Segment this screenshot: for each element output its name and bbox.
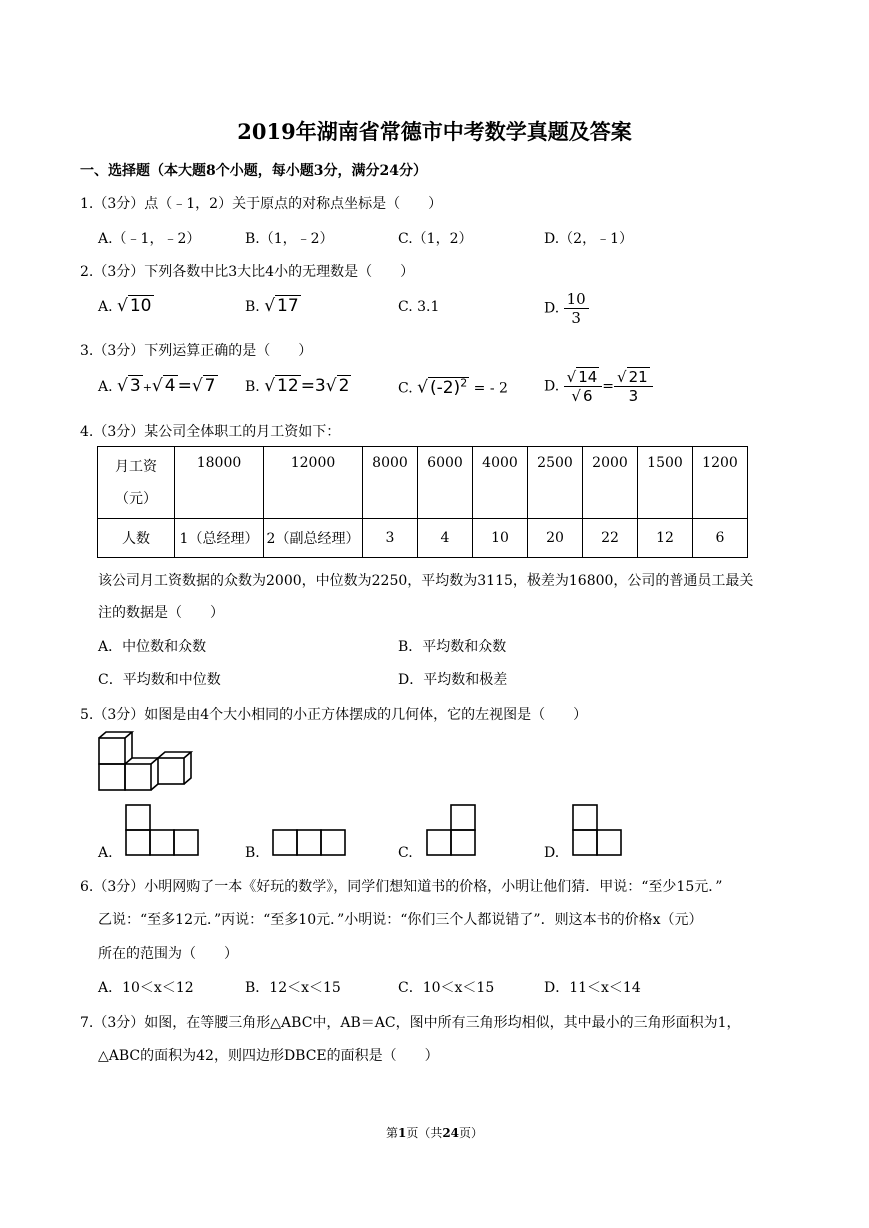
question-6-line3: 所在的范围为（ ） — [98, 946, 238, 962]
count-cell: 12 — [638, 519, 693, 558]
q5-option-c-view[interactable] — [425, 803, 479, 857]
count-cell: 20 — [528, 519, 583, 558]
option-label: D. — [544, 378, 560, 395]
option-label: D. — [544, 300, 560, 317]
q5-option-b-label[interactable]: B. — [245, 845, 260, 861]
question-3-stem: 3.（3分）下列运算正确的是（ ） — [80, 343, 313, 359]
q1-option-c[interactable]: C.（1，2） — [398, 231, 473, 247]
wage-table — [97, 446, 748, 558]
q4-text-line1: 该公司月工资数据的众数为2000，中位数为2250，平均数为3115，极差为16800，公司的普通员工最关 — [98, 573, 754, 589]
page-number: 1 — [397, 1126, 407, 1140]
wage-cell: 2000 — [583, 447, 638, 519]
page-title: 2019年湖南省常德市中考数学真题及答案 — [237, 119, 632, 144]
q6-option-a[interactable]: A．10＜x＜12 — [98, 980, 194, 996]
count-cell: 22 — [583, 519, 638, 558]
wage-cell: 4000 — [473, 447, 528, 519]
count-label-cell: 人数 — [98, 519, 175, 558]
q4-text-line2: 注的数据是（ ） — [98, 605, 224, 621]
count-cell: 3 — [363, 519, 418, 558]
q5-option-d-view[interactable] — [571, 803, 625, 857]
wage-cell: 2500 — [528, 447, 583, 519]
count-cell: 4 — [418, 519, 473, 558]
wage-cell: 6000 — [418, 447, 473, 519]
q5-option-a-label[interactable]: A. — [98, 845, 113, 861]
q5-option-c-label[interactable]: C. — [398, 845, 413, 861]
q4-option-b[interactable]: B．平均数和众数 — [398, 639, 507, 655]
count-cell: 2（副总经理） — [264, 519, 363, 558]
cube-figure — [96, 730, 196, 794]
q2-option-c[interactable] — [398, 299, 439, 315]
page-total: 24 — [442, 1126, 460, 1140]
question-4-stem: 4.（3分）某公司全体职工的月工资如下： — [80, 424, 341, 440]
q2-option-d[interactable] — [544, 290, 589, 327]
q4-option-a[interactable]: A．中位数和众数 — [98, 639, 207, 655]
q3-option-c[interactable] — [398, 376, 508, 398]
wage-cell: 8000 — [363, 447, 418, 519]
q4-option-d[interactable]: D．平均数和极差 — [398, 672, 508, 688]
question-7-line1: 7.（3分）如图，在等腰三角形△ABC中，AB＝AC，图中所有三角形均相似，其中最小的三角形面积为1， — [80, 1015, 741, 1031]
option-label: A. — [98, 299, 113, 315]
question-6-line1: 6.（3分）小明网购了一本《好玩的数学》，同学们想知道书的价格，小明让他们猜．甲说：“至少15元．” — [80, 879, 723, 895]
sqrt-10: √ 10 — [117, 296, 152, 316]
option-label: C. — [398, 380, 413, 397]
question-6-line2: 乙说：“至多12元．”丙说：“至多10元．”小明说：“你们三个人都说错了”．则这本书的价格x（元） — [98, 912, 703, 928]
q6-option-b[interactable]: B．12＜x＜15 — [245, 980, 341, 996]
question-1-stem: 1.（3分）点（﹣1，2）关于原点的对称点坐标是（ ） — [80, 196, 443, 212]
q3-option-d[interactable]: D. $\frac{√ 14}{√ 6}$ = $\frac{√ 21}{3}$ — [544, 368, 653, 405]
option-label: A. — [98, 379, 113, 395]
fraction-sqrt14-sqrt6: $\frac{√ 14}{√ 6}$ — [564, 368, 603, 405]
expr-c: √ $(-2)^2$ — [417, 376, 468, 398]
count-cell: 10 — [473, 519, 528, 558]
fraction-10-3: $\frac{10}{3}$ — [564, 290, 589, 327]
section-heading: 一、选择题（本大题8个小题，每小题3分，满分24分） — [80, 163, 427, 179]
fraction-sqrt21-3: $\frac{√ 21}{3}$ — [614, 368, 653, 405]
option-label: B. — [245, 379, 260, 395]
q1-option-a[interactable]: A.（﹣1，﹣2） — [98, 231, 201, 247]
expr-a: √ 3 +√ 4 =√ 7 — [117, 376, 216, 396]
q5-option-a-view[interactable] — [124, 803, 202, 857]
question-5-stem: 5.（3分）如图是由4个大小相同的小正方体摆成的几何体，它的左视图是（ ） — [80, 707, 588, 723]
q6-option-c[interactable]: C．10＜x＜15 — [398, 980, 495, 996]
q6-option-d[interactable]: D．11＜x＜14 — [544, 980, 641, 996]
wage-cell: 12000 — [264, 447, 363, 519]
value-3-1: 3.1 — [417, 299, 440, 315]
q1-option-d[interactable]: D.（2，﹣1） — [544, 231, 633, 247]
question-7-line2: △ABC的面积为42，则四边形DBCE的面积是（ ） — [98, 1048, 439, 1064]
sqrt-17: √ 17 — [264, 296, 299, 316]
count-cell: 1（总经理） — [175, 519, 264, 558]
count-cell: 6 — [693, 519, 748, 558]
header-cell: 月工资 （元） — [98, 447, 175, 519]
wage-cell: 1200 — [693, 447, 748, 519]
wage-cell: 1500 — [638, 447, 693, 519]
q3-option-b[interactable] — [245, 376, 351, 396]
q1-option-b[interactable]: B.（1，﹣2） — [245, 231, 334, 247]
q5-option-b-view[interactable] — [271, 828, 349, 858]
q3-option-a[interactable] — [98, 376, 218, 396]
q2-option-a[interactable] — [98, 296, 154, 316]
page-footer: 第1页（共24页） — [385, 1126, 484, 1140]
question-2-stem: 2.（3分）下列各数中比3大比4小的无理数是（ ） — [80, 264, 415, 280]
wage-cell: 18000 — [175, 447, 264, 519]
expr-c-rhs: = - 2 — [473, 380, 508, 397]
q2-option-b[interactable] — [245, 296, 301, 316]
option-label: B. — [245, 299, 260, 315]
option-label: C. — [398, 299, 413, 315]
q4-option-c[interactable]: C．平均数和中位数 — [98, 672, 221, 688]
expr-b: √ 12 =3√ 2 — [264, 376, 350, 396]
q5-option-d-label[interactable]: D. — [544, 845, 560, 861]
